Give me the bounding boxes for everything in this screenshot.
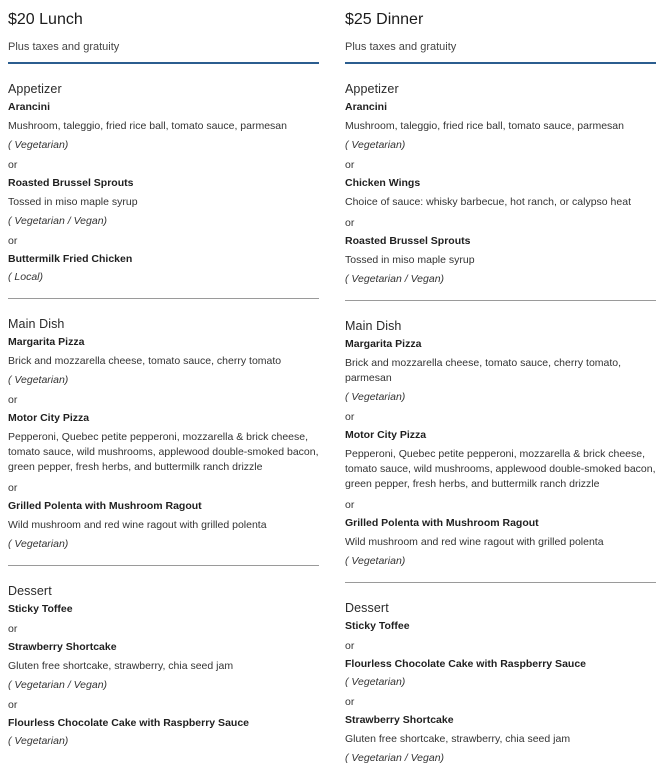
menu-subtitle: Plus taxes and gratuity bbox=[345, 41, 457, 53]
menu-item-name: Arancini bbox=[8, 101, 51, 113]
course-section bbox=[8, 82, 319, 284]
title-divider bbox=[8, 62, 319, 64]
or-separator: or bbox=[8, 482, 18, 494]
dietary-tag: ( Vegetarian) bbox=[345, 139, 406, 151]
menu-item-name: Margarita Pizza bbox=[345, 338, 422, 350]
menu-item-name: Buttermilk Fried Chicken bbox=[8, 253, 133, 265]
dietary-tag: ( Vegetarian / Vegan) bbox=[8, 679, 108, 691]
dietary-tag: ( Vegetarian) bbox=[8, 374, 69, 386]
course-heading: Appetizer bbox=[345, 82, 399, 96]
menu-item bbox=[345, 619, 656, 633]
dietary-tag: ( Vegetarian) bbox=[8, 538, 69, 550]
or-separator: or bbox=[8, 699, 18, 711]
or-separator: or bbox=[8, 623, 18, 635]
menu-item-name: Flourless Chocolate Cake with Raspberry Sauce bbox=[345, 658, 586, 670]
course-section bbox=[345, 82, 656, 286]
menu-item-description: Gluten free shortcake, strawberry, chia seed jam bbox=[345, 733, 571, 745]
menu-subtitle: Plus taxes and gratuity bbox=[8, 41, 120, 53]
menu-item bbox=[8, 176, 319, 228]
menu-item-description: Pepperoni, Quebec petite pepperoni, mozzarella & brick cheese, tomato sauce, wild mushrooms, applewood double-smoked bacon, green pepper, fresh herbs, and buttermilk ranch drizzle bbox=[8, 431, 319, 473]
menu-item bbox=[8, 252, 319, 284]
dietary-tag: ( Vegetarian) bbox=[345, 391, 406, 403]
menu-item-name: Grilled Polenta with Mushroom Ragout bbox=[345, 517, 539, 529]
menu-item bbox=[345, 234, 656, 286]
or-separator: or bbox=[8, 394, 18, 406]
menu-item-name: Arancini bbox=[345, 101, 388, 113]
menu-item-name: Strawberry Shortcake bbox=[345, 714, 454, 726]
menu-item bbox=[8, 716, 319, 748]
menu-item-name: Sticky Toffee bbox=[8, 603, 73, 615]
section-divider bbox=[345, 300, 656, 301]
dietary-tag: ( Vegetarian / Vegan) bbox=[345, 273, 445, 285]
menu-item-description: Wild mushroom and red wine ragout with grilled polenta bbox=[8, 519, 267, 531]
or-separator: or bbox=[8, 235, 18, 247]
menu-item bbox=[8, 640, 319, 692]
dietary-tag: ( Vegetarian) bbox=[345, 555, 406, 567]
menu-item-description: Choice of sauce: whisky barbecue, hot ranch, or calypso heat bbox=[345, 196, 631, 208]
menu-item bbox=[345, 516, 656, 568]
course-section bbox=[8, 317, 319, 551]
course-heading: Dessert bbox=[345, 601, 389, 615]
menu-item-description: Mushroom, taleggio, fried rice ball, tomato sauce, parmesan bbox=[8, 120, 287, 132]
menu-item bbox=[345, 100, 656, 152]
menu-item-name: Margarita Pizza bbox=[8, 336, 85, 348]
course-section bbox=[345, 601, 656, 765]
menu-item-description: Mushroom, taleggio, fried rice ball, tomato sauce, parmesan bbox=[345, 120, 624, 132]
menu-title: $20 Lunch bbox=[8, 11, 83, 28]
or-separator: or bbox=[345, 159, 355, 171]
menu-item-description: Brick and mozzarella cheese, tomato sauce, cherry tomato bbox=[8, 355, 282, 367]
menu-title: $25 Dinner bbox=[345, 11, 424, 28]
menu-item-name: Chicken Wings bbox=[345, 177, 421, 189]
course-heading: Appetizer bbox=[8, 82, 62, 96]
menu-item-description: Pepperoni, Quebec petite pepperoni, mozzarella & brick cheese, tomato sauce, wild mushrooms, applewood double-smoked bacon, green pepper, fresh herbs, and buttermilk ranch drizzle bbox=[345, 448, 656, 490]
course-heading: Dessert bbox=[8, 584, 52, 598]
menu-item bbox=[8, 602, 319, 616]
menu-item-name: Flourless Chocolate Cake with Raspberry Sauce bbox=[8, 717, 249, 729]
dietary-tag: ( Local) bbox=[8, 271, 44, 283]
menu-item bbox=[345, 428, 656, 492]
menu-item bbox=[8, 100, 319, 152]
dietary-tag: ( Vegetarian / Vegan) bbox=[8, 215, 108, 227]
or-separator: or bbox=[8, 159, 18, 171]
menu-item-name: Motor City Pizza bbox=[345, 429, 427, 441]
menu-item bbox=[8, 499, 319, 551]
menu-item-description: Tossed in miso maple syrup bbox=[345, 254, 475, 266]
menu-item-description: Gluten free shortcake, strawberry, chia seed jam bbox=[8, 660, 234, 672]
course-section bbox=[345, 319, 656, 568]
course-heading: Main Dish bbox=[345, 319, 402, 333]
dinner-menu-column bbox=[345, 0, 656, 765]
or-separator: or bbox=[345, 499, 355, 511]
dietary-tag: ( Vegetarian) bbox=[8, 735, 69, 747]
menu-item-description: Wild mushroom and red wine ragout with grilled polenta bbox=[345, 536, 604, 548]
menu-item-name: Roasted Brussel Sprouts bbox=[345, 235, 471, 247]
course-heading: Main Dish bbox=[8, 317, 65, 331]
menu-item-name: Sticky Toffee bbox=[345, 620, 410, 632]
menu-item bbox=[345, 657, 656, 689]
lunch-menu-column bbox=[8, 0, 319, 748]
section-divider bbox=[345, 582, 656, 583]
menu-item-name: Grilled Polenta with Mushroom Ragout bbox=[8, 500, 202, 512]
menu-item bbox=[345, 337, 656, 404]
menu-item bbox=[345, 176, 656, 210]
dietary-tag: ( Vegetarian) bbox=[345, 676, 406, 688]
menu-item-name: Roasted Brussel Sprouts bbox=[8, 177, 134, 189]
or-separator: or bbox=[345, 696, 355, 708]
section-divider bbox=[8, 298, 319, 299]
menu-item-description: Tossed in miso maple syrup bbox=[8, 196, 138, 208]
or-separator: or bbox=[345, 217, 355, 229]
menu-item-name: Strawberry Shortcake bbox=[8, 641, 117, 653]
dietary-tag: ( Vegetarian) bbox=[8, 139, 69, 151]
menu-item bbox=[8, 411, 319, 475]
menu-item bbox=[345, 713, 656, 765]
or-separator: or bbox=[345, 640, 355, 652]
menu-item bbox=[8, 335, 319, 387]
or-separator: or bbox=[345, 411, 355, 423]
course-section bbox=[8, 584, 319, 748]
menu-item-description: Brick and mozzarella cheese, tomato sauce, cherry tomato, parmesan bbox=[345, 357, 622, 384]
dietary-tag: ( Vegetarian / Vegan) bbox=[345, 752, 445, 764]
menu-item-name: Motor City Pizza bbox=[8, 412, 90, 424]
section-divider bbox=[8, 565, 319, 566]
title-divider bbox=[345, 62, 656, 64]
